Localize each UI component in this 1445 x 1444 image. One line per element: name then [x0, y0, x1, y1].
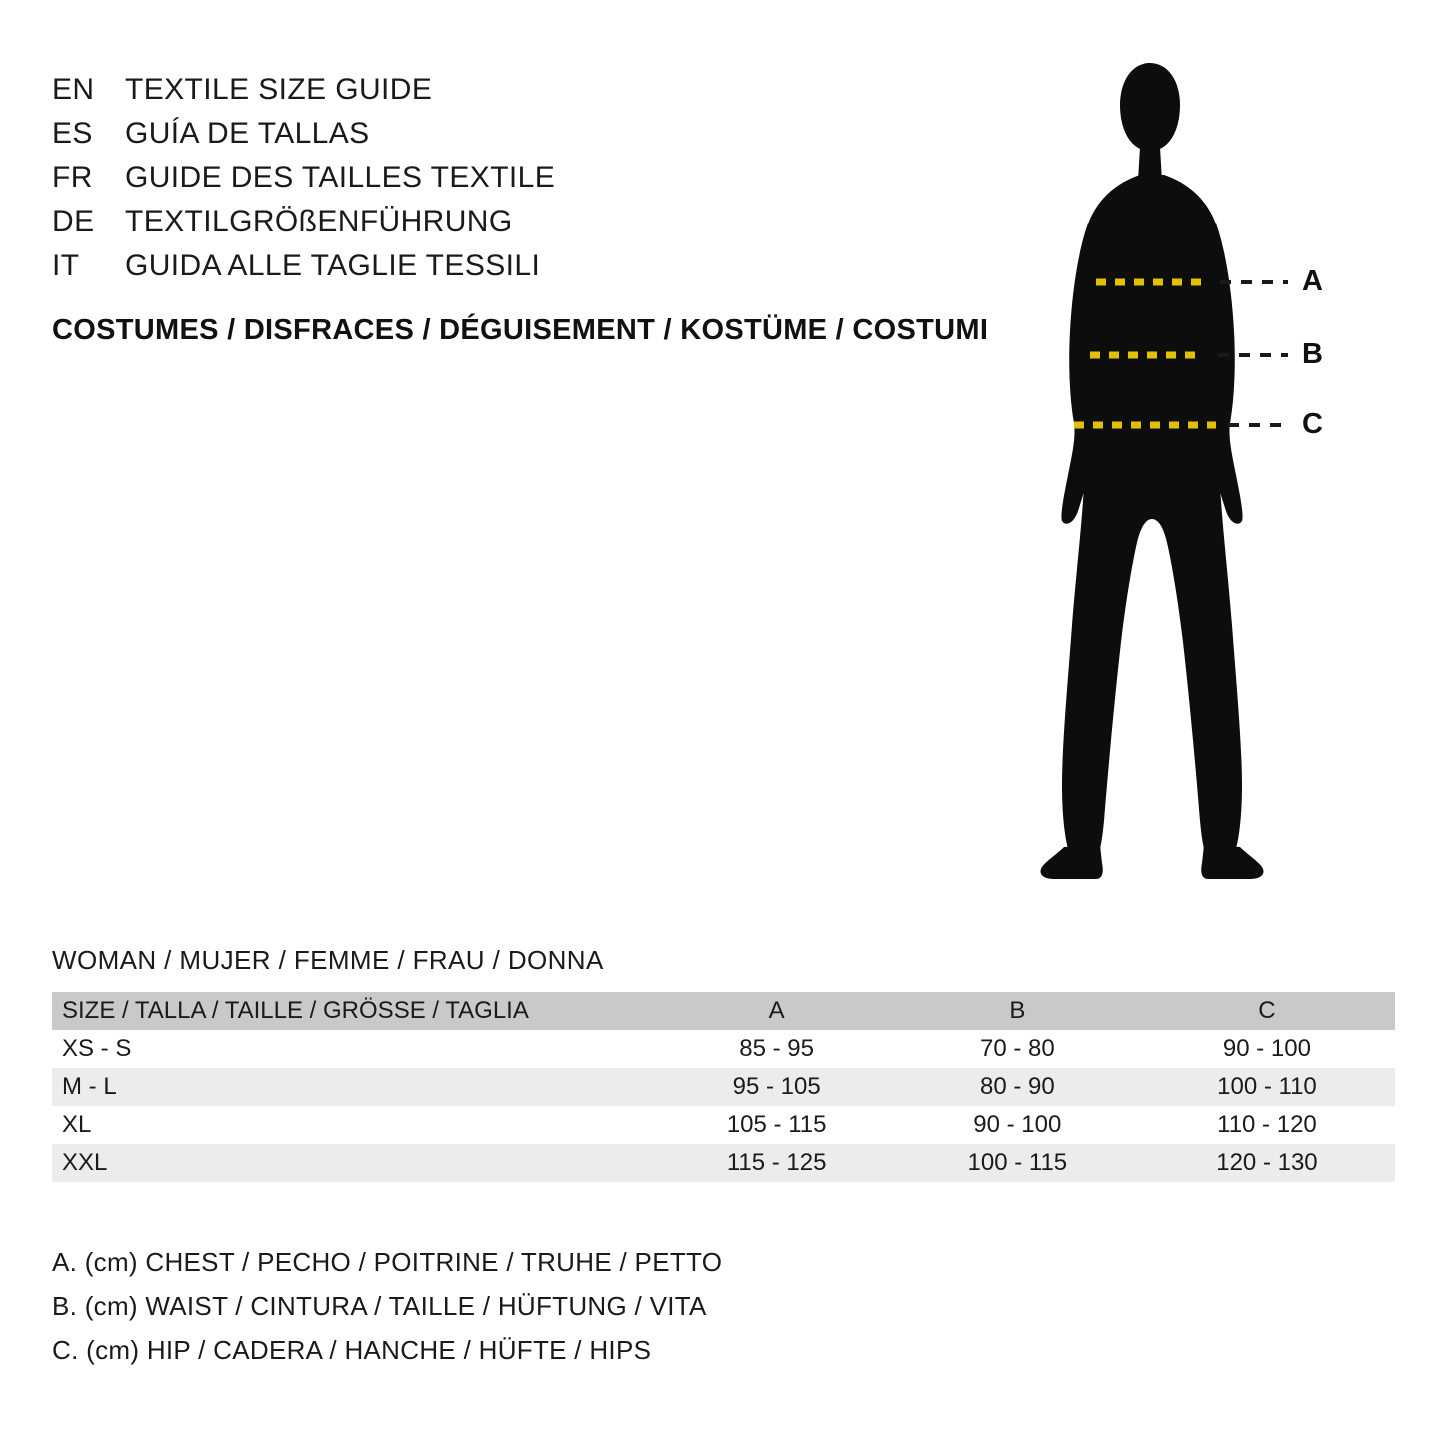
- cell-c: 100 - 110: [1217, 1073, 1317, 1100]
- language-text-fr: GUIDE DES TAILLES TEXTILE: [125, 161, 556, 194]
- language-row-en: [52, 68, 1012, 112]
- cell-b: 90 - 100: [973, 1111, 1062, 1138]
- language-code-es: ES: [52, 117, 93, 150]
- language-code-fr: FR: [52, 161, 93, 194]
- language-row-fr: [52, 156, 1012, 200]
- table-header-size: SIZE / TALLA / TAILLE / GRÖSSE / TAGLIA: [62, 997, 529, 1024]
- cell-c: 110 - 120: [1217, 1111, 1317, 1138]
- size-table: [52, 992, 1395, 1182]
- table-header-c: C: [1258, 997, 1276, 1024]
- cell-c: 120 - 130: [1216, 1149, 1318, 1176]
- cell-a: 95 - 105: [732, 1073, 821, 1100]
- language-row-es: [52, 112, 1012, 156]
- table-row: [52, 1106, 1395, 1144]
- language-text-es: GUÍA DE TALLAS: [125, 117, 370, 150]
- woman-silhouette-icon: [1041, 63, 1264, 879]
- language-text-en: TEXTILE SIZE GUIDE: [125, 73, 433, 106]
- legend-line-c: C. (cm) HIP / CADERA / HANCHE / HÜFTE / HIPS: [52, 1335, 652, 1365]
- marker-label-b: B: [1302, 338, 1323, 370]
- cell-c: 90 - 100: [1222, 1035, 1311, 1062]
- language-row-de: [52, 200, 1012, 244]
- table-header-b: B: [1009, 997, 1026, 1024]
- cell-size: M - L: [62, 1073, 117, 1100]
- language-text-de: TEXTILGRÖßENFÜHRUNG: [125, 205, 513, 238]
- cell-a: 85 - 95: [739, 1035, 814, 1062]
- cell-b: 100 - 115: [967, 1149, 1068, 1176]
- language-code-en: EN: [52, 73, 95, 106]
- marker-label-a: A: [1302, 265, 1323, 297]
- header-subtitle: COSTUMES / DISFRACES / DÉGUISEMENT / KOSTÜME / COSTUMI: [52, 314, 989, 346]
- language-text-it: GUIDA ALLE TAGLIE TESSILI: [125, 249, 541, 282]
- legend-line-b: B. (cm) WAIST / CINTURA / TAILLE / HÜFTUNG / VITA: [52, 1291, 707, 1321]
- language-code-it: IT: [52, 249, 80, 282]
- header-language-list: [52, 68, 1012, 347]
- female-silhouette-diagram: [990, 55, 1390, 895]
- cell-a: 105 - 115: [726, 1111, 827, 1138]
- cell-size: XS - S: [62, 1035, 132, 1062]
- marker-label-c: C: [1302, 408, 1323, 440]
- size-table-section: [52, 945, 1397, 1182]
- table-caption: WOMAN / MUJER / FEMME / FRAU / DONNA: [52, 945, 604, 975]
- language-row-it: [52, 244, 1012, 288]
- measurement-legend: [52, 1240, 1052, 1372]
- legend-line-a: A. (cm) CHEST / PECHO / POITRINE / TRUHE / PETTO: [52, 1247, 723, 1277]
- cell-b: 70 - 80: [979, 1035, 1055, 1062]
- cell-b: 80 - 90: [979, 1073, 1055, 1100]
- table-row: [52, 1144, 1395, 1182]
- table-row: [52, 1030, 1395, 1068]
- cell-size: XXL: [62, 1149, 108, 1176]
- table-header-row: [52, 992, 1395, 1030]
- language-code-de: DE: [52, 205, 95, 238]
- cell-size: XL: [62, 1111, 92, 1138]
- table-row: [52, 1068, 1395, 1106]
- cell-a: 115 - 125: [726, 1149, 827, 1176]
- table-header-a: A: [768, 997, 785, 1024]
